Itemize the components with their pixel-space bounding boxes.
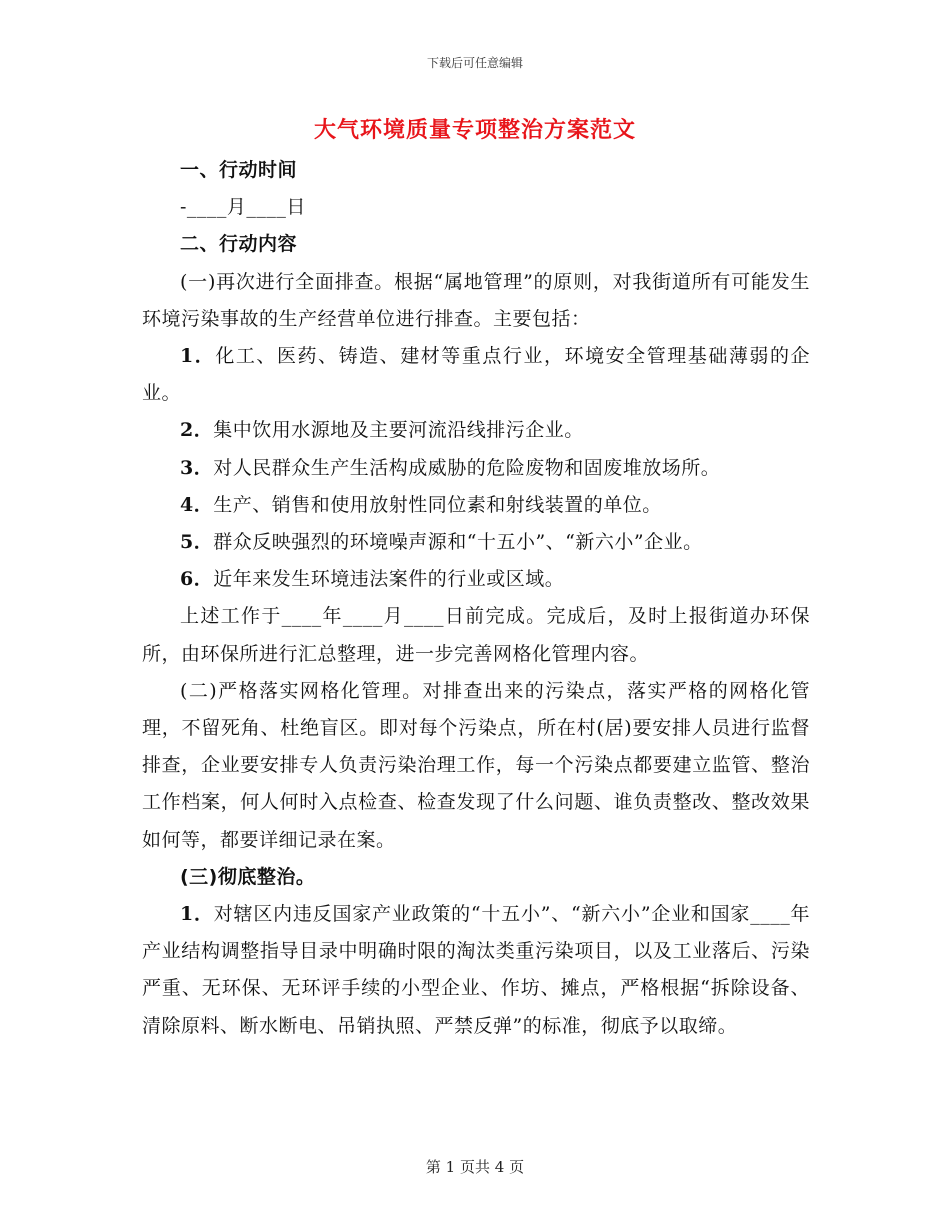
date-line: -____月____日 bbox=[180, 196, 306, 219]
document-title: 大气环境质量专项整治方案范文 bbox=[313, 118, 636, 143]
list-item-text: 生产、销售和使用放射性同位素和射线装置的单位。 bbox=[213, 493, 662, 516]
list-item bbox=[142, 338, 810, 412]
page-footer: 第 1 页共 4 页 bbox=[425, 1158, 525, 1176]
list-item-number: 4． bbox=[180, 493, 214, 516]
section-heading-action-time: 一、行动时间 bbox=[180, 159, 298, 181]
header-note: 下载后可任意编辑 bbox=[426, 56, 523, 70]
list-item-text: 集中饮用水源地及主要河流沿线排污企业。 bbox=[213, 419, 584, 442]
paragraph-subsection-1: (一)再次进行全面排查。根据“属地管理”的原则，对我街道所有可能发生环境污染事故的生产经营单位进行排查。主要包括： bbox=[142, 270, 810, 330]
list-item-number: 1． bbox=[180, 903, 214, 926]
list-item bbox=[142, 487, 810, 524]
list-item-text: 对人民群众生产生活构成威胁的危险废物和固废堆放场所。 bbox=[213, 456, 721, 479]
section-heading-action-content: 二、行动内容 bbox=[180, 233, 298, 256]
list-item-number: 2． bbox=[180, 419, 214, 442]
list-item-number: 3． bbox=[180, 456, 214, 479]
list-item-text: 对辖区内违反国家产业政策的“十五小”、“新六小”企业和国家____年产业结构调整指导目录中明确时限的淘汰类重污染项目，以及工业落后、污染严重、无环保、无环评手续的小型企业、作坊、摊点，严格根据“拆除设备、清除原料、断水断电、吊销执照、严禁反弹”的标准，彻底予以取缔。 bbox=[142, 903, 810, 1037]
list-item-text: 近年来发生环境违法案件的行业或区域。 bbox=[213, 568, 565, 591]
paragraph-completion: 上述工作于____年____月____日前完成。完成后，及时上报街道办环保所，由环保所进行汇总整理，进一步完善网格化管理内容。 bbox=[142, 605, 810, 665]
list-item bbox=[142, 412, 810, 449]
list-item-number: 1． bbox=[180, 345, 216, 368]
list-item-number: 6． bbox=[180, 568, 214, 591]
list-item bbox=[142, 524, 810, 561]
list-item bbox=[142, 561, 810, 598]
paragraph-subsection-2: (二)严格落实网格化管理。对排查出来的污染点，落实严格的网格化管理，不留死角、杜绝盲区。即对每个污染点，所在村(居)要安排人员进行监督排查，企业要安排专人负责污染治理工作，每一个污染点都要建立监管、整治工作档案，何人何时入点检查、检查发现了什么问题、谁负责整改、整改效果如何等，都要详细记录在案。 bbox=[142, 679, 810, 851]
subsection-heading-rectification: (三)彻底整治。 bbox=[180, 865, 316, 888]
list-item-text: 化工、医药、铸造、建材等重点行业，环境安全管理基础薄弱的企业。 bbox=[142, 345, 810, 405]
document-body bbox=[142, 152, 810, 1045]
list-item-number: 5． bbox=[180, 531, 214, 554]
paragraph-rectification-1 bbox=[142, 896, 810, 1045]
list-item-text: 群众反映强烈的环境噪声源和“十五小”、“新六小”企业。 bbox=[213, 531, 703, 554]
list-item bbox=[142, 450, 810, 487]
